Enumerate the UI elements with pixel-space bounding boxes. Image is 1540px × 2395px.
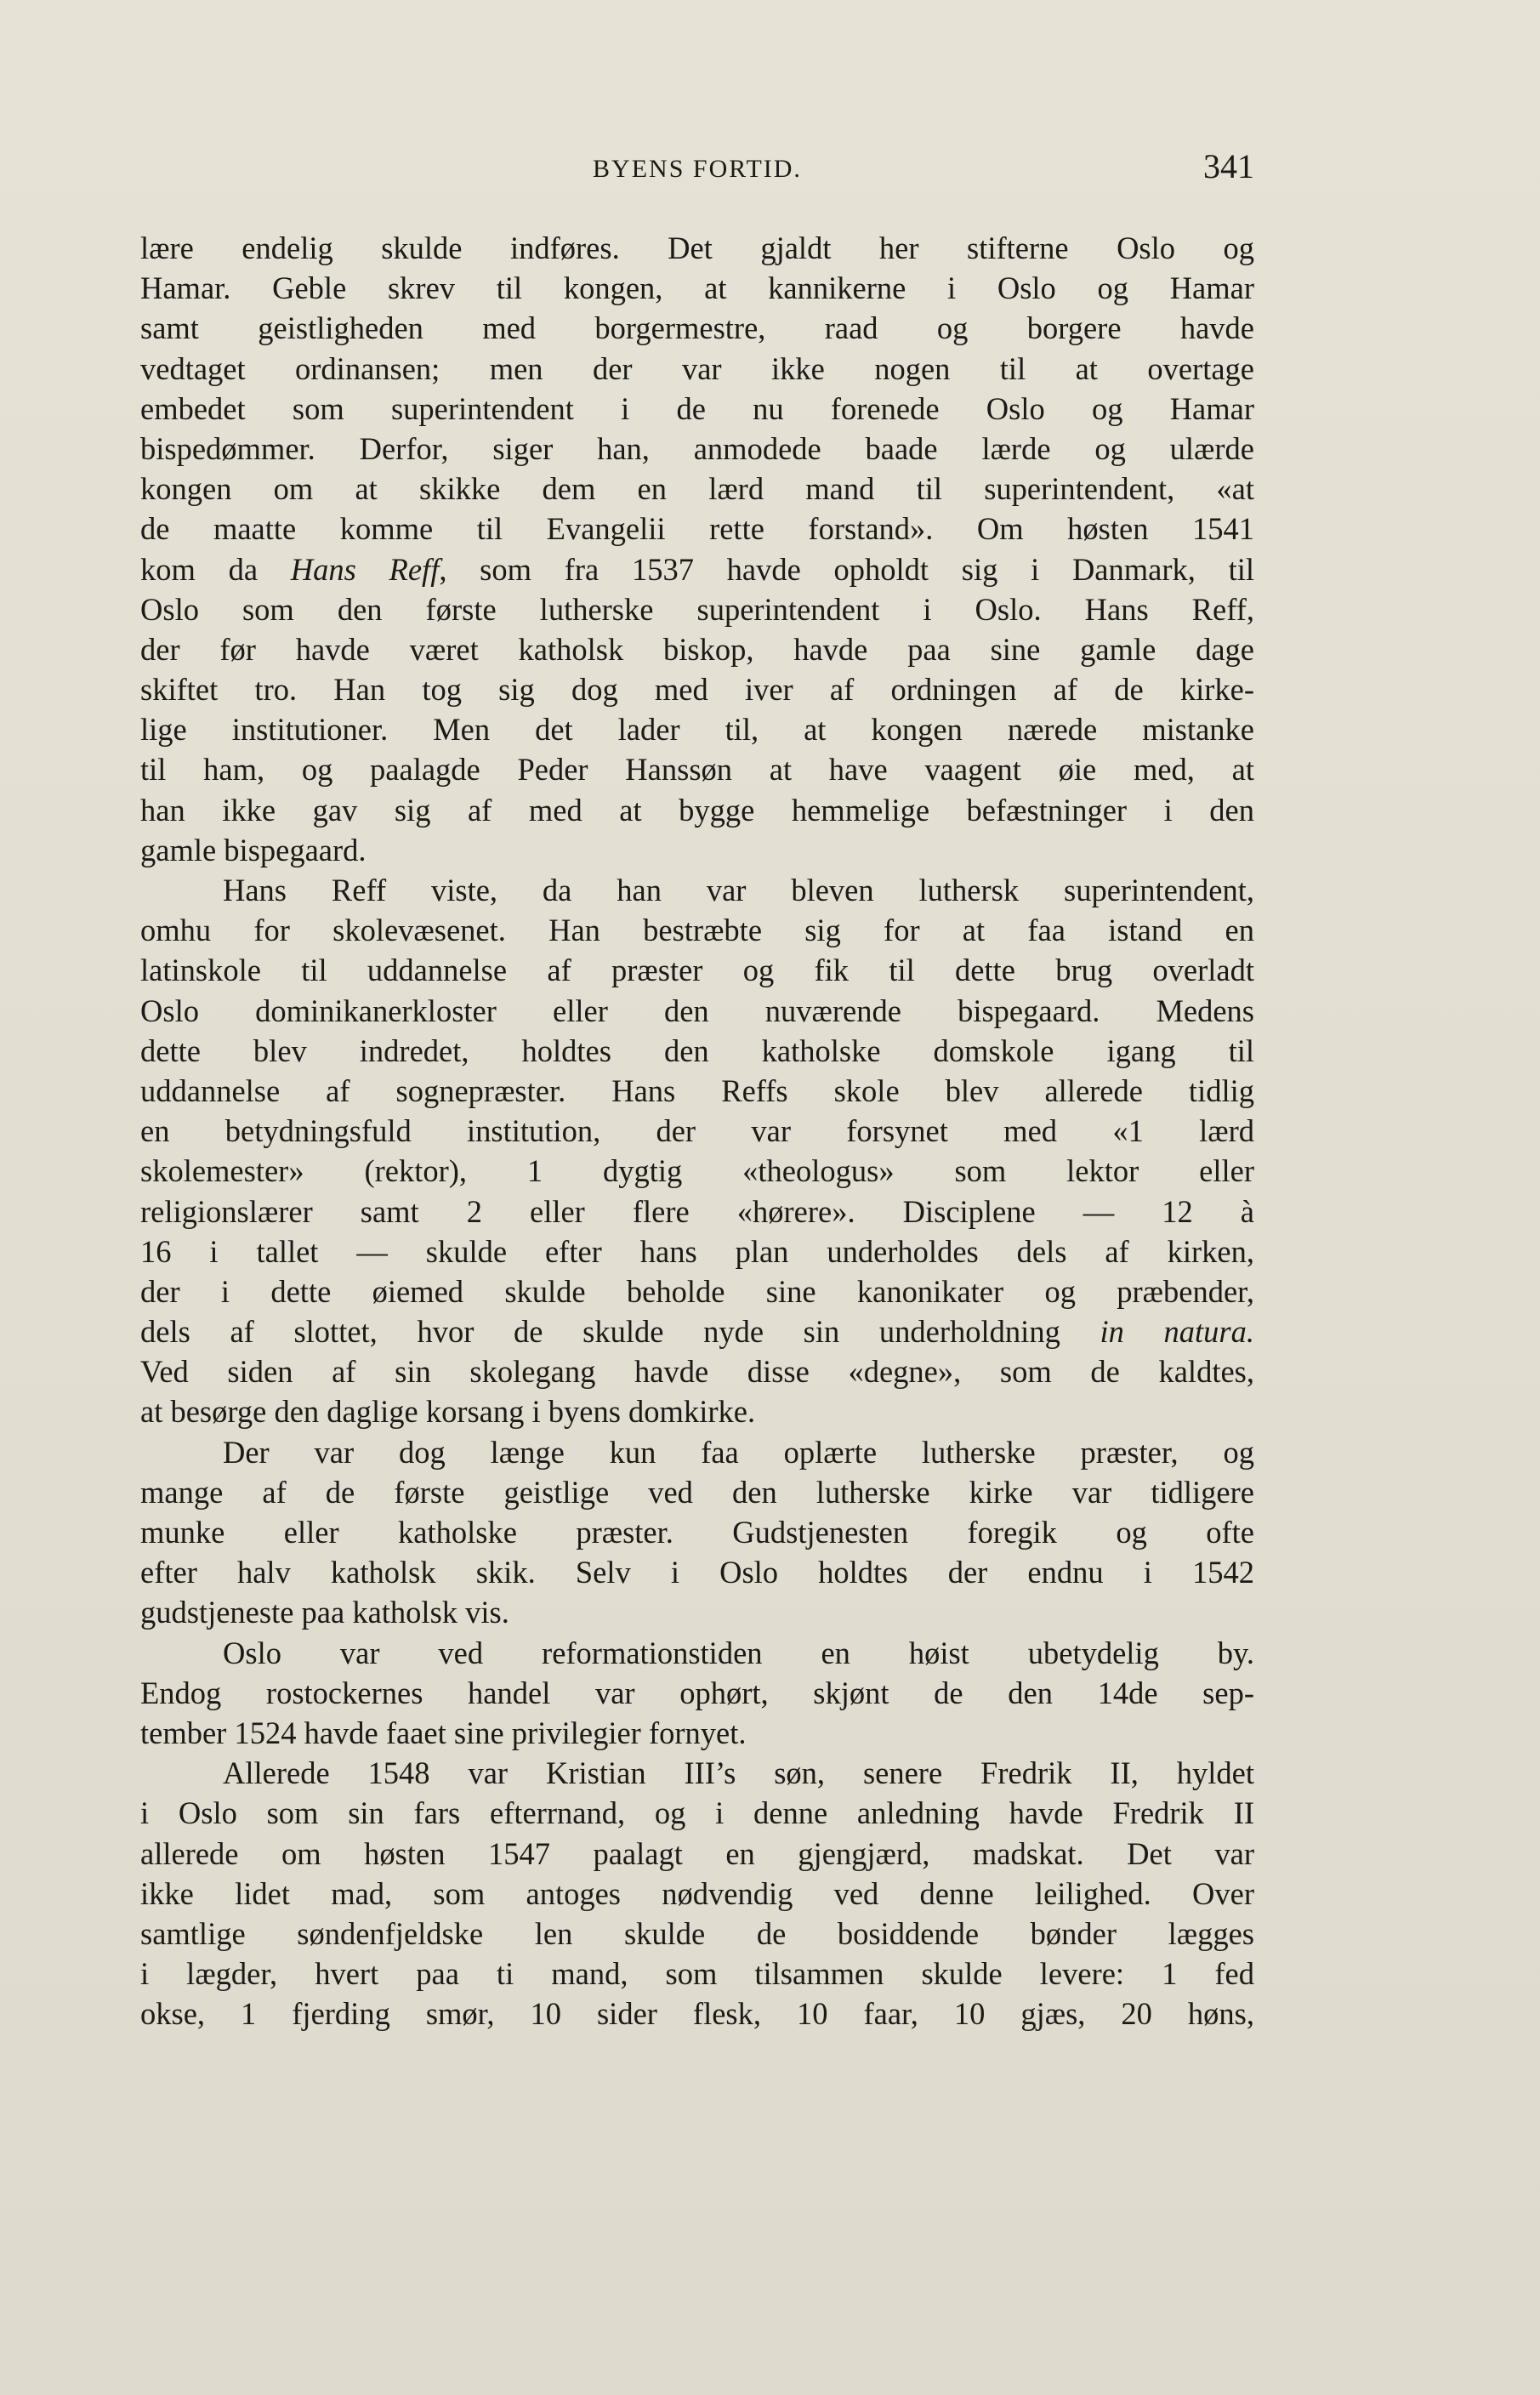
text-line: dels af slottet, hvor de skulde nyde sin underholdning in natura. xyxy=(140,1314,1254,1350)
text-line: omhu for skolevæsenet. Han bestræbte sig for at faa istand en xyxy=(140,913,1254,948)
text-line: skiftet tro. Han tog sig dog med iver af ordningen af de kirke- xyxy=(140,672,1254,708)
text-line: at besørge den daglige korsang i byens domkirke. xyxy=(140,1394,756,1430)
text-line: kongen om at skikke dem en lærd mand til superintendent, «at xyxy=(140,471,1254,507)
text-line: uddannelse af sognepræster. Hans Reffs skole blev allerede tidlig xyxy=(140,1072,1254,1108)
text-line: Oslo som den første lutherske superintendent i Oslo. Hans Reff, xyxy=(140,591,1254,627)
text-line: Endog rostockernes handel var ophørt, skjønt de den 14de sep- xyxy=(140,1675,1254,1710)
text-line: gamle bispegaard. xyxy=(140,832,367,868)
text-line: skolemester» (rektor), 1 dygtig «theologus» som lektor eller xyxy=(140,1153,1254,1189)
text-line: en betydningsfuld institution, der var forsynet med «1 lærd xyxy=(140,1113,1254,1149)
text-line: vedtaget ordinansen; men der var ikke nogen til at overtage xyxy=(140,350,1254,386)
text-line: samtlige søndenfjeldske len skulde de bosiddende bønder lægges xyxy=(140,1915,1254,1951)
text-line: Hans Reff viste, da han var bleven luthersk superintendent, xyxy=(223,873,1254,907)
text-line: tember 1524 havde faaet sine privilegier fornyet. xyxy=(140,1715,747,1750)
text-line: Der var dog længe kun faa oplærte lutherske præster, og xyxy=(223,1434,1254,1470)
text-line: til ham, og paalagde Peder Hanssøn at have vaagent øie med, at xyxy=(140,752,1254,788)
page-number: 341 xyxy=(1203,147,1254,185)
text-line: Oslo var ved reformationstiden en høist ubetydelig by. xyxy=(223,1635,1254,1670)
text-line: okse, 1 fjerding smør, 10 sider flesk, 10 faar, 10 gjæs, 20 høns, xyxy=(140,1996,1254,2032)
text-line: kom da Hans Reff, som fra 1537 havde opholdt sig i Danmark, til xyxy=(140,551,1254,587)
text-line: i lægder, hvert paa ti mand, som tilsammen skulde levere: 1 fed xyxy=(140,1956,1254,1992)
text-line: Hamar. Geble skrev til kongen, at kannikerne i Oslo og Hamar xyxy=(140,270,1254,306)
text-line: Allerede 1548 var Kristian III’s søn, senere Fredrik II, hyldet xyxy=(223,1755,1254,1791)
running-head xyxy=(140,146,1254,197)
body-text xyxy=(140,228,1254,2034)
text-line: munke eller katholske præster. Gudstjenesten foregik og ofte xyxy=(140,1515,1254,1550)
text-line: embedet som superintendent i de nu forenede Oslo og Hamar xyxy=(140,390,1254,426)
text-line: 16 i tallet — skulde efter hans plan underholdes dels af kirken, xyxy=(140,1233,1254,1269)
text-line: lære endelig skulde indføres. Det gjaldt her stifterne Oslo og xyxy=(140,230,1254,265)
text-line: han ikke gav sig af med at bygge hemmelige befæstninger i den xyxy=(140,792,1254,828)
text-line: gudstjeneste paa katholsk vis. xyxy=(140,1595,509,1630)
text-line: Oslo dominikanerkloster eller den nuværende bispegaard. Medens xyxy=(140,993,1254,1028)
text-line: samt geistligheden med borgermestre, raad og borgere havde xyxy=(140,310,1254,346)
italic-phrase: Hans Reff xyxy=(290,551,440,587)
text-line: de maatte komme til Evangelii rette forstand». Om høsten 1541 xyxy=(140,511,1254,547)
text-line: efter halv katholsk skik. Selv i Oslo holdtes der endnu i 1542 xyxy=(140,1555,1254,1590)
italic-phrase: in natura. xyxy=(1100,1314,1254,1350)
text-line: Ved siden af sin skolegang havde disse «degne», som de kaldtes, xyxy=(140,1354,1254,1390)
text-line: religionslærer samt 2 eller flere «hørere». Disciplene — 12 à xyxy=(140,1193,1254,1229)
text-line: ikke lidet mad, som antoges nødvendig ved denne leilighed. Over xyxy=(140,1875,1254,1911)
text-line: der i dette øiemed skulde beholde sine kanonikater og præbender, xyxy=(140,1273,1254,1309)
text-line: lige institutioner. Men det lader til, at kongen nærede mistanke xyxy=(140,712,1254,748)
text-line: dette blev indredet, holdtes den katholske domskole igang til xyxy=(140,1033,1254,1068)
text-line: der før havde været katholsk biskop, havde paa sine gamle dage xyxy=(140,631,1254,667)
text-line: i Oslo som sin fars efterrnand, og i denne anledning havde Fredrik II xyxy=(140,1795,1254,1831)
text-line: latinskole til uddannelse af præster og fik til dette brug overladt xyxy=(140,953,1254,988)
text-line: mange af de første geistlige ved den lutherske kirke var tidligere xyxy=(140,1474,1254,1510)
text-line: bispedømmer. Derfor, siger han, anmodede baade lærde og ulærde xyxy=(140,430,1254,466)
running-title: BYENS FORTID. xyxy=(593,155,802,183)
text-line: allerede om høsten 1547 paalagt en gjengjærd, madskat. Det var xyxy=(140,1835,1254,1871)
